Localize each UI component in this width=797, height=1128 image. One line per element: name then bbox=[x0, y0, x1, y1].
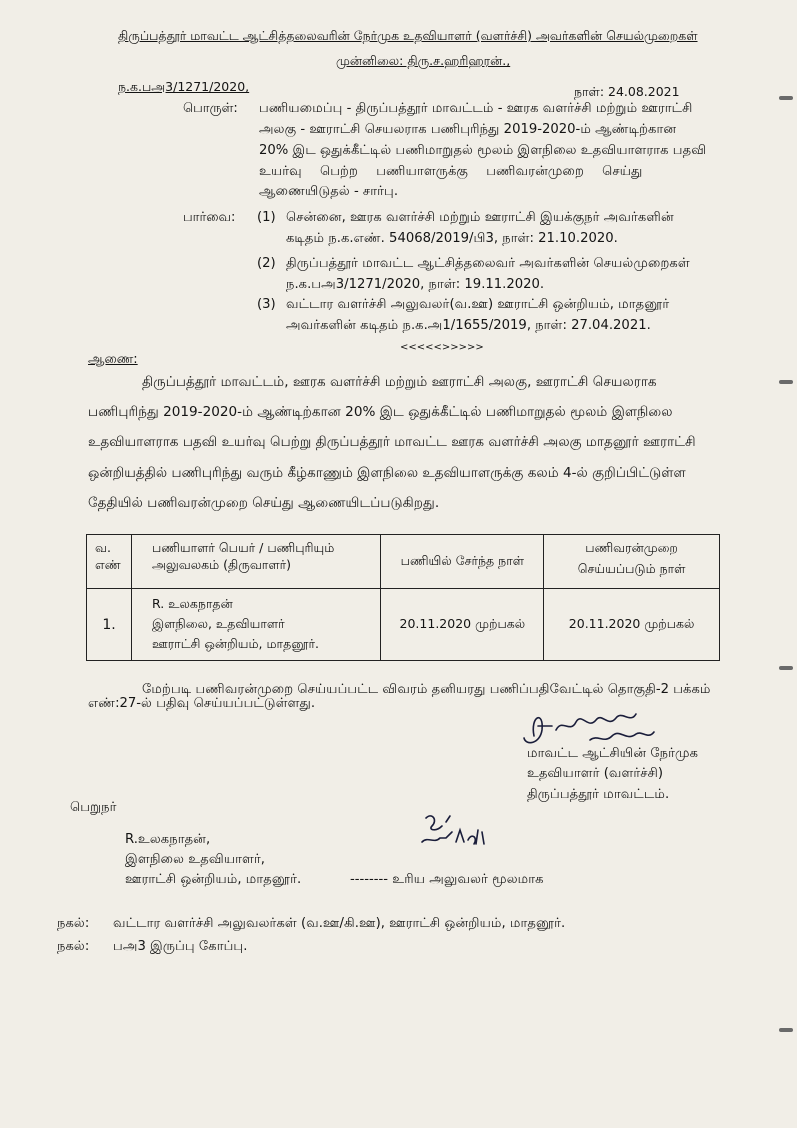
punch-mark bbox=[779, 1028, 793, 1032]
reference-item-number: (3) bbox=[257, 297, 276, 312]
recipient-line: R.உலகநாதன், bbox=[125, 832, 211, 847]
note-line: எண்:27-ல் பதிவு செய்யப்பட்டுள்ளது. bbox=[88, 696, 316, 711]
reference-item-line: கடிதம் ந.க.எண். 54068/2019/பி3, நாள்: 21.10.2020. bbox=[286, 231, 618, 246]
order-paragraph-line: தேதியில் பணிவரன்முறை செய்து ஆணையிடப்படுகிறது. bbox=[88, 495, 440, 511]
header-serial-line: எண் bbox=[95, 557, 121, 572]
letterhead-line-1: திருப்பத்தூர் மாவட்ட ஆட்சித்தலைவரின் நேர்முக உதவியாளர் (வளர்ச்சி) அவர்களின் செயல்முறைகள் bbox=[118, 28, 698, 43]
reference-item-line: சென்னை, ஊரக வளர்ச்சி மற்றும் ஊராட்சி இயக்குநர் அவர்களின் bbox=[286, 210, 674, 225]
copy-text: வட்டார வளர்ச்சி அலுவலர்கள் (வ.ஊ/கி.ஊ), ஊராட்சி ஒன்றியம், மாதனூர். bbox=[113, 916, 566, 931]
subject-line: உயர்வு பெற்ற பணியாளருக்கு பணிவரன்முறை செய்து bbox=[259, 164, 643, 179]
letterhead-line-2: முன்னிலை: திரு.ச.ஹரிஹரன்., bbox=[336, 53, 511, 68]
reference-label: பார்வை: bbox=[183, 210, 236, 225]
order-date: நாள்: 24.08.2021 bbox=[574, 84, 680, 99]
signatory-title: உதவியாளர் (வளர்ச்சி) bbox=[527, 766, 664, 781]
subject-line: ஆணையிடுதல் - சார்பு. bbox=[259, 184, 399, 199]
reference-item-line: வட்டார வளர்ச்சி அலுவலர்(வ.ஊ) ஊராட்சி ஒன்றியம், மாதனூர் bbox=[286, 297, 670, 312]
signatory-title: திருப்பத்தூர் மாவட்டம். bbox=[527, 787, 670, 802]
cell-regularization-date: 20.11.2020 முற்பகல் bbox=[544, 589, 720, 661]
subject-line: 20% இட ஒதுக்கீட்டில் பணிமாறுதல் மூலம் இளநிலை உதவியாளராக பதவி bbox=[259, 143, 707, 158]
reference-item-line: அவர்களின் கடிதம் ந.க.அ1/1655/2019, நாள்: 27.04.2021. bbox=[286, 318, 651, 333]
order-heading: ஆணை: bbox=[88, 352, 138, 367]
reference-number: ந.க.பஅ3/1271/2020, bbox=[118, 79, 250, 94]
recipient-line: இளநிலை உதவியாளர், bbox=[125, 852, 266, 867]
punch-mark bbox=[779, 380, 793, 384]
cell-employee bbox=[131, 589, 380, 661]
header-regularization-line: செய்யப்படும் நாள் bbox=[577, 561, 686, 576]
header-serial-line: வ. bbox=[95, 540, 111, 555]
signatory-title: மாவட்ட ஆட்சியின் நேர்முக bbox=[527, 746, 699, 761]
header-name bbox=[131, 535, 380, 589]
subject-line: அலகு - ஊராட்சி செயலராக பணிபுரிந்து 2019-2020-ம் ஆண்டிற்கான bbox=[259, 122, 677, 137]
table-header-row bbox=[87, 535, 720, 589]
recipient-line: ஊராட்சி ஒன்றியம், மாதனூர். bbox=[125, 872, 302, 887]
regularization-table bbox=[86, 534, 720, 661]
note-line: மேற்படி பணிவரன்முறை செய்யப்பட்ட விவரம் தனியரது பணிப்பதிவேட்டில் தொகுதி-2 பக்கம் bbox=[142, 682, 711, 697]
header-joined-date: பணியில் சேர்ந்த நாள் bbox=[381, 535, 544, 589]
order-paragraph-line: திருப்பத்தூர் மாவட்டம், ஊரக வளர்ச்சி மற்றும் ஊராட்சி அலகு, ஊராட்சி செயலராக bbox=[142, 374, 657, 390]
recipient-via: -------- உரிய அலுவலர் மூலமாக bbox=[350, 872, 544, 887]
reference-item-line: ந.க.பஅ3/1271/2020, நாள்: 19.11.2020. bbox=[286, 277, 545, 292]
order-paragraph-line: ஒன்றியத்தில் பணிபுரிந்து வரும் கீழ்காணும் இளநிலை உதவியாளருக்கு கலம் 4-ல் குறிப்பிட்டுள்ள bbox=[88, 465, 686, 481]
header-name-line: பணியாளர் பெயர் / பணிபுரியும் bbox=[151, 540, 335, 555]
section-separator: <<<<<>>>>> bbox=[400, 342, 484, 353]
order-paragraph-line: பணிபுரிந்து 2019-2020-ம் ஆண்டிற்கான 20% இட ஒதுக்கீட்டில் பணிமாறுதல் மூலம் இளநிலை bbox=[88, 404, 673, 420]
header-regularization-line: பணிவரன்முறை bbox=[585, 540, 678, 555]
reference-item-line: திருப்பத்தூர் மாவட்ட ஆட்சித்தலைவர் அவர்களின் செயல்முறைகள் bbox=[286, 256, 690, 271]
header-name-line: அலுவலகம் (திருவாளர்) bbox=[151, 557, 292, 572]
punch-mark bbox=[779, 96, 793, 100]
copy-label: நகல்: bbox=[57, 939, 90, 954]
initials-mark bbox=[416, 808, 496, 854]
employee-name: R. உலகநாதன் bbox=[151, 596, 233, 611]
header-regularization-date bbox=[544, 535, 720, 589]
copy-text: பஅ3 இருப்பு கோப்பு. bbox=[113, 939, 248, 954]
recipient-label: பெறுநர் bbox=[70, 800, 117, 815]
cell-joined-date: 20.11.2020 முற்பகல் bbox=[381, 589, 544, 661]
reference-item-number: (1) bbox=[257, 210, 276, 225]
punch-mark bbox=[779, 666, 793, 670]
subject-label: பொருள்: bbox=[183, 101, 238, 116]
header-serial bbox=[87, 535, 132, 589]
subject-line: பணியமைப்பு - திருப்பத்தூர் மாவட்டம் - ஊரக வளர்ச்சி மற்றும் ஊராட்சி bbox=[259, 101, 693, 116]
employee-office: ஊராட்சி ஒன்றியம், மாதனூர். bbox=[151, 636, 319, 651]
reference-item-number: (2) bbox=[257, 256, 276, 271]
table-row bbox=[87, 589, 720, 661]
cell-serial: 1. bbox=[87, 589, 132, 661]
order-paragraph-line: உதவியாளராக பதவி உயர்வு பெற்று திருப்பத்தூர் மாவட்ட ஊரக வளர்ச்சி அலகு மாதனூர் ஊராட்சி bbox=[88, 434, 696, 450]
employee-designation: இளநிலை, உதவியாளர் bbox=[151, 616, 285, 631]
copy-label: நகல்: bbox=[57, 916, 90, 931]
